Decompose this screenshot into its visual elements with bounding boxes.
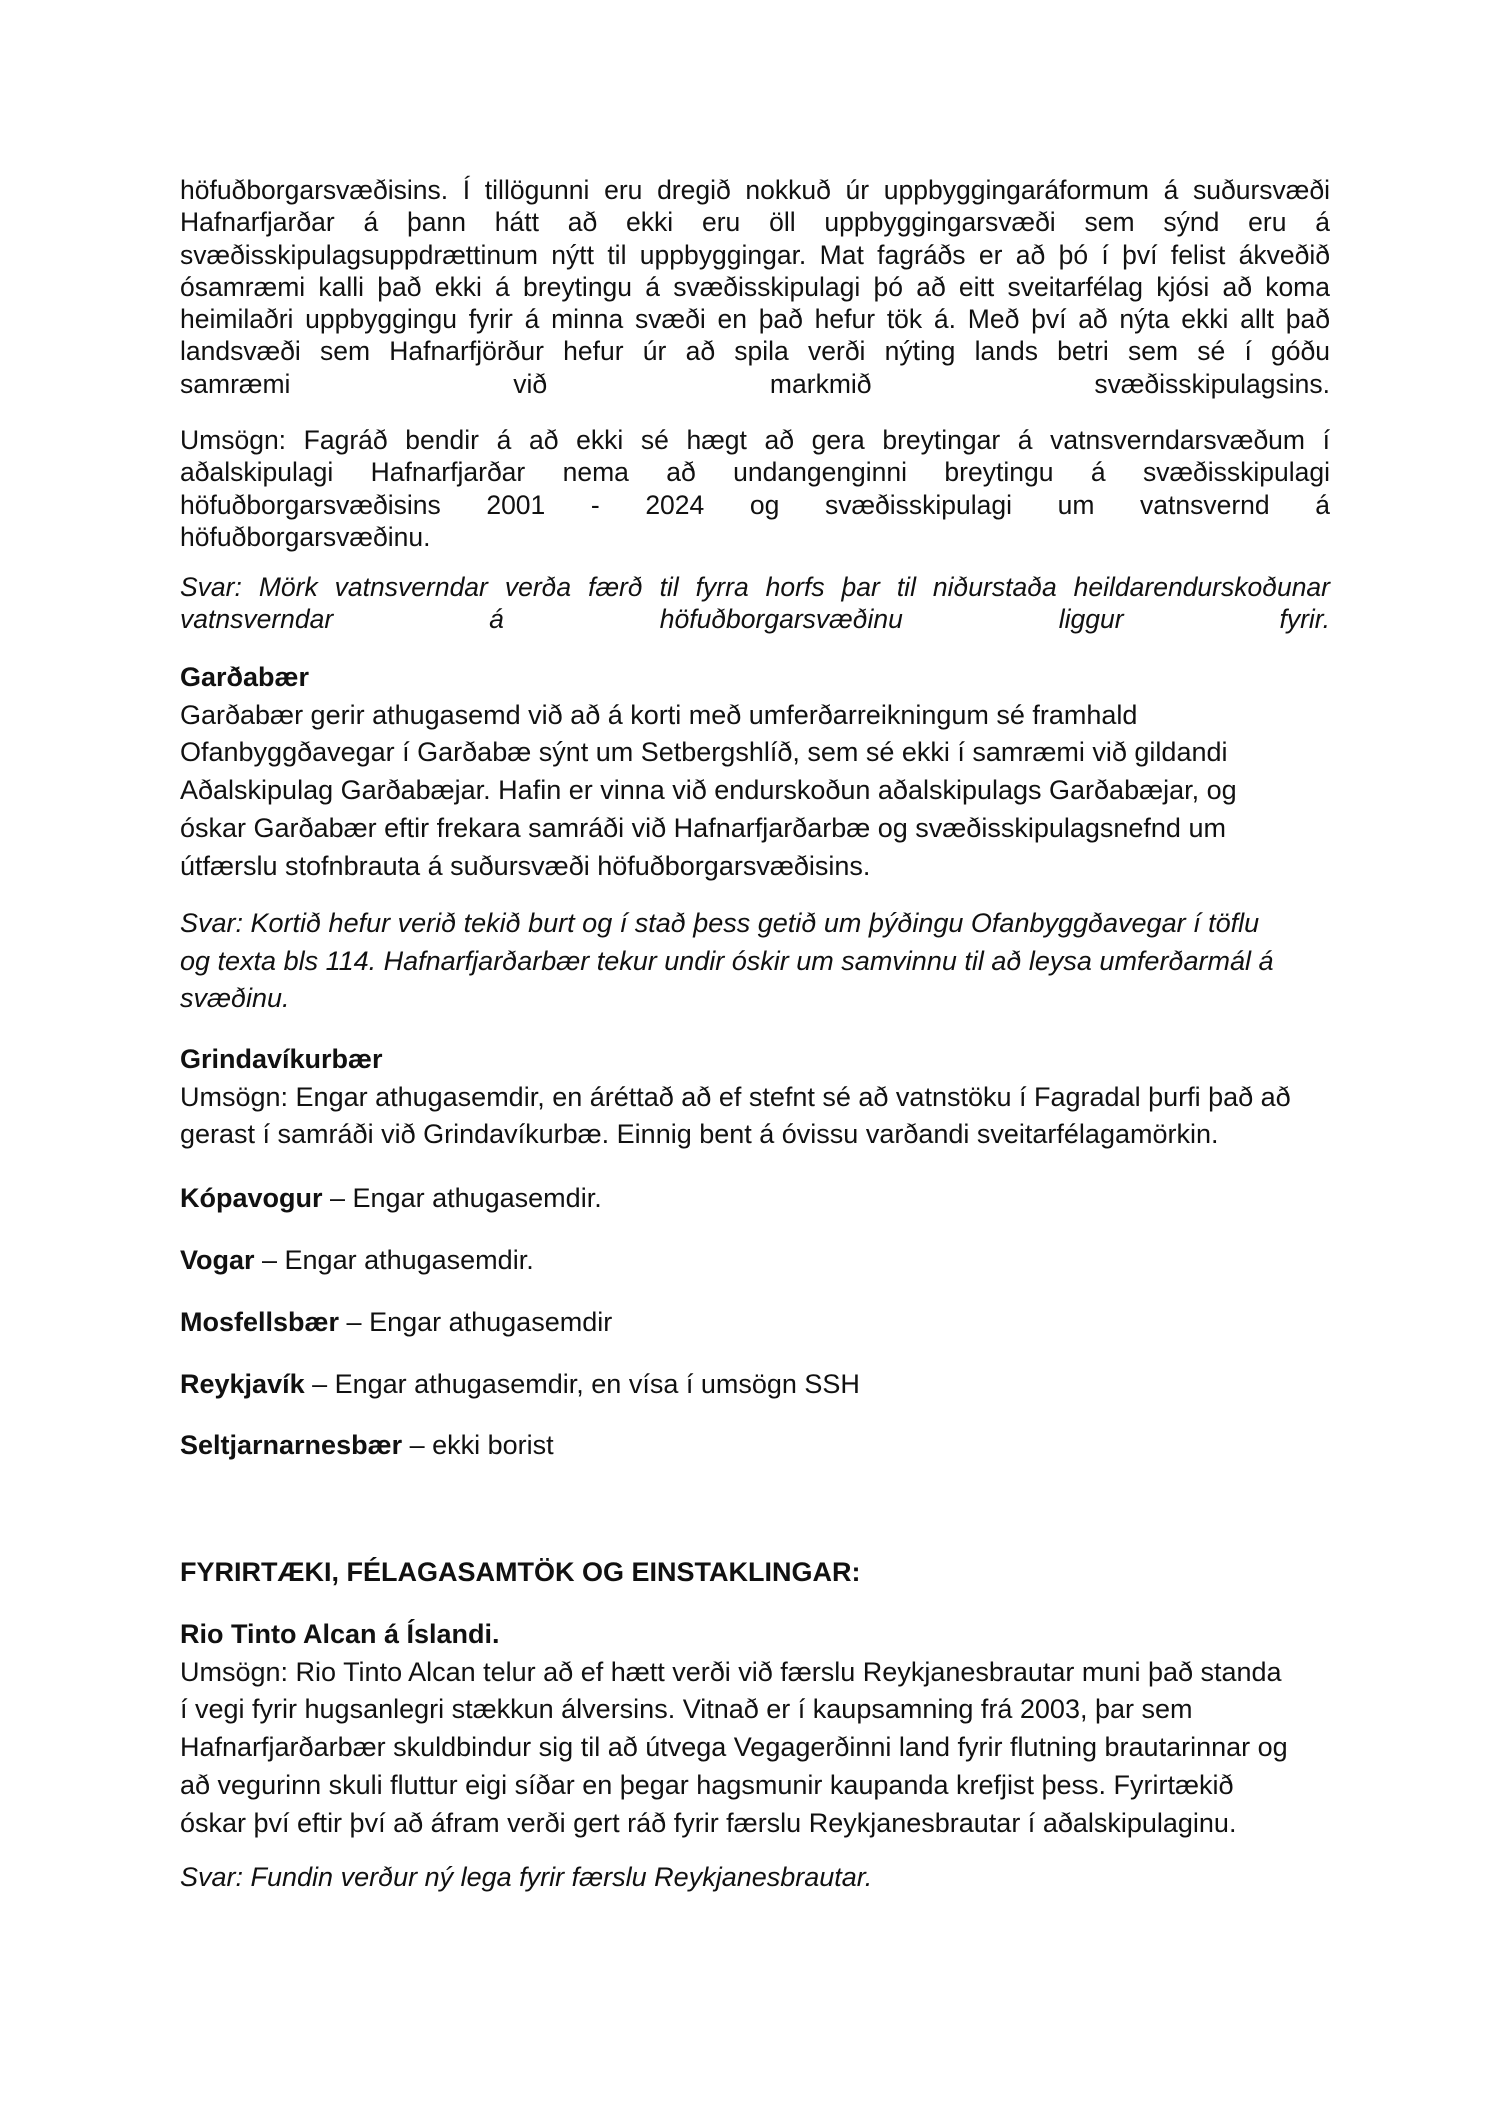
municipality-comment: – Engar athugasemdir — [339, 1307, 613, 1337]
text-line: óskar Garðabær eftir frekara samráði við Hafnarfjarðarbæ og svæðisskipulagsnefnd um — [180, 812, 1226, 843]
paragraph-svaedisskipulag — [180, 174, 1330, 400]
reply-line: Svar: Mörk vatnsverndar verða færð til fyrra horfs þar til niðurstaða heildarendurskoðunar — [180, 572, 1330, 602]
municipality-name: Reykjavík — [180, 1369, 305, 1399]
municipality-name: Seltjarnarnesbær — [180, 1430, 403, 1460]
section-grindavikurbaer — [180, 1041, 1330, 1154]
municipality-comment: – ekki borist — [402, 1430, 554, 1460]
municipality-name: Kópavogur — [180, 1183, 323, 1213]
entry-vogar — [180, 1242, 1330, 1280]
text-line: að vegurinn skuli fluttur eigi síðar en þegar hagsmunir kaupanda krefjist þess. Fyrirtækið — [180, 1769, 1234, 1800]
reply-line: Svar: Fundin verður ný lega fyrir færslu Reykjanesbrautar. — [180, 1862, 873, 1892]
section-gardabaer — [180, 659, 1330, 885]
text-line: Aðalskipulag Garðabæjar. Hafin er vinna við endurskoðun aðalskipulags Garðabæjar, og — [180, 775, 1237, 806]
text-line: Hafnarfjarðarbær skuldbindur sig til að útvega Vegagerðinni land fyrir flutning brautarinnar og — [180, 1732, 1288, 1763]
reply-line: vatnsverndar á höfuðborgarsvæðinu liggur fyrir. — [180, 604, 1330, 635]
entry-reykjavik — [180, 1366, 1330, 1404]
text-line: ósamræmi kalli það ekki á breytingu á svæðisskipulagi þó að eitt sveitarfélag kjósi að koma — [180, 271, 1330, 302]
section-rio-tinto — [180, 1616, 1330, 1842]
text-line: heimilaðri uppbyggingu fyrir á minna svæði en það hefur tök á. Með því að nýta ekki allt það — [180, 304, 1330, 335]
text-line: landsvæði sem Hafnarfjörður hefur úr að spila verði nýting lands betri sem sé í góðu — [180, 336, 1330, 367]
text-line: útfærslu stofnbrauta á suðursvæði höfuðborgarsvæðisins. — [180, 850, 871, 881]
reply-line: og texta bls 114. Hafnarfjarðarbær tekur undir óskir um samvinnu til að leysa umferðarmál á — [180, 945, 1274, 976]
paragraph-vatnsvernd-svar — [180, 571, 1330, 636]
section-heading: FYRIRTÆKI, FÉLAGASAMTÖK OG EINSTAKLINGAR: — [180, 1557, 861, 1587]
text-line: óskar því eftir því að áfram verði gert ráð fyrir færslu Reykjanesbrautar í aðalskipulaginu. — [180, 1807, 1237, 1838]
reply-line: svæðinu. — [180, 983, 290, 1014]
text-line: Hafnarfjarðar á þann hátt að ekki eru öll uppbyggingarsvæði sem sýnd eru á — [180, 207, 1330, 238]
text-line: höfuðborgarsvæðisins 2001 - 2024 og svæðisskipulagi um vatnsvernd á — [180, 489, 1330, 520]
municipality-name: Vogar — [180, 1245, 255, 1275]
municipality-heading: Garðabær — [180, 662, 310, 692]
paragraph-vatnsvernd-umsogn — [180, 424, 1330, 553]
text-line: gerast í samráði við Grindavíkurbæ. Einnig bent á óvissu varðandi sveitarfélagamörkin. — [180, 1119, 1219, 1150]
text-line: svæðisskipulagsuppdrættinum nýtt til uppbyggingar. Mat fagráðs er að þó í því felist ákveðið — [180, 239, 1330, 270]
text-line: höfuðborgarsvæðinu. — [180, 521, 431, 552]
entry-mosfellsbaer — [180, 1304, 1330, 1342]
reply-line: Svar: Kortið hefur verið tekið burt og í stað þess getið um þýðingu Ofanbyggðavegar í töflu — [180, 908, 1260, 938]
reply-rio-tinto — [180, 1859, 1330, 1897]
text-line: Ofanbyggðavegar í Garðabæ sýnt um Setbergshlíð, sem sé ekki í samræmi við gildandi — [180, 737, 1228, 768]
municipality-comment: – Engar athugasemdir, en vísa í umsögn SSH — [304, 1369, 860, 1399]
company-heading: Rio Tinto Alcan á Íslandi. — [180, 1619, 500, 1649]
text-line: samræmi við markmið svæðisskipulagsins. — [180, 368, 1330, 399]
municipality-heading: Grindavíkurbær — [180, 1044, 383, 1074]
municipality-comment: – Engar athugasemdir. — [254, 1245, 534, 1275]
text-line: Umsögn: Fagráð bendir á að ekki sé hægt að gera breytingar á vatnsverndarsvæðum í — [180, 425, 1330, 455]
text-line: aðalskipulagi Hafnarfjarðar nema að undangenginni breytingu á svæðisskipulagi — [180, 457, 1330, 488]
reply-gardabaer — [180, 905, 1330, 1018]
text-line: Umsögn: Engar athugasemdir, en áréttað að ef stefnt sé að vatnstöku í Fagradal þurfi það að — [180, 1081, 1291, 1112]
text-line: Umsögn: Rio Tinto Alcan telur að ef hætt verði við færslu Reykjanesbrautar muni það standa — [180, 1656, 1282, 1687]
entry-seltjarnarnesbaer — [180, 1427, 1330, 1465]
text-line: í vegi fyrir hugsanlegri stækkun álversins. Vitnað er í kaupsamning frá 2003, þar sem — [180, 1694, 1193, 1725]
municipality-comment: – Engar athugasemdir. — [322, 1183, 602, 1213]
text-line: Garðabær gerir athugasemd við að á korti með umferðarreikningum sé framhald — [180, 699, 1138, 730]
entry-kopavogur — [180, 1180, 1330, 1218]
text-line: höfuðborgarsvæðisins. Í tillögunni eru dregið nokkuð úr uppbyggingaráformum á suðursvæði — [180, 175, 1330, 205]
municipality-name: Mosfellsbær — [180, 1307, 340, 1337]
